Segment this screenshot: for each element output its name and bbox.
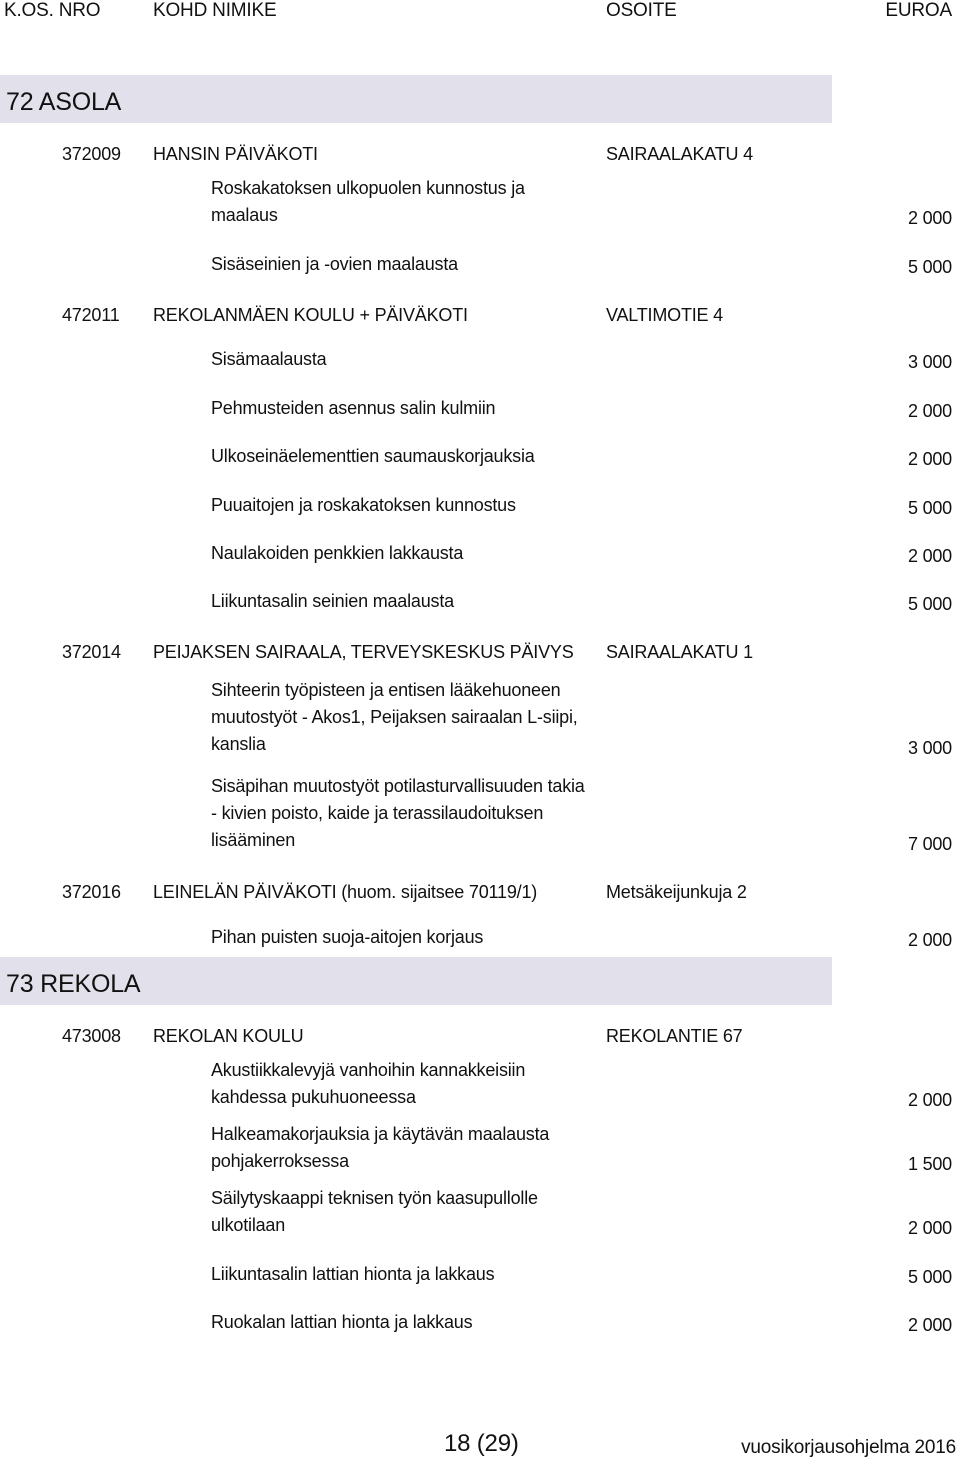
site-code: 472011 [62,305,120,325]
work-item-description: Akustiikkalevyjä vanhoihin kannakkeisiin kahdessa pukuhuoneessa [211,1060,526,1107]
work-item-amount: 2 000 [907,208,952,228]
work-item-amount: 3 000 [907,738,952,758]
work-item-description: Sisämaalausta [211,349,327,369]
work-item-amount: 2 000 [907,930,952,950]
site-name: PEIJAKSEN SAIRAALA, TERVEYSKESKUS PÄIVYS [153,642,574,662]
site-name: HANSIN PÄIVÄKOTI [153,144,318,164]
work-item-description: Halkeamakorjauksia ja käytävän maalausta pohjakerroksessa [211,1124,550,1171]
site-address: VALTIMOTIE 4 [606,305,723,325]
section-band [0,75,832,123]
site-name: REKOLAN KOULU [153,1026,304,1046]
work-item-amount: 2 000 [907,1090,952,1110]
section-title: 72 ASOLA [6,88,122,116]
work-item-description: Sihteerin työpisteen ja entisen lääkehuoneen muutostyöt - Akos1, Peijaksen sairaalan L-siipi, kanslia [211,680,578,754]
work-item-amount: 2 000 [907,1315,952,1335]
col-header-name: KOHD NIMIKE [153,0,277,21]
work-item-amount: 7 000 [907,834,952,854]
work-item-description: Liikuntasalin seinien maalausta [211,591,454,611]
site-address: REKOLANTIE 67 [606,1026,743,1046]
col-header-code: K.OS. NRO [4,0,101,21]
site-address: SAIRAALAKATU 1 [606,642,753,662]
work-item-description: Sisäpihan muutostyöt potilasturvallisuuden takia - kivien poisto, kaide ja terassilaudoituksen lisääminen [211,776,585,850]
site-name: REKOLANMÄEN KOULU + PÄIVÄKOTI [153,305,468,325]
work-item-amount: 5 000 [907,498,952,518]
work-item-amount: 5 000 [907,257,952,277]
work-item-description: Ulkoseinäelementtien saumauskorjauksia [211,446,535,466]
work-item-amount: 5 000 [907,1267,952,1287]
site-name: LEINELÄN PÄIVÄKOTI (huom. sijaitsee 70119/1) [153,882,538,902]
site-address: SAIRAALAKATU 4 [606,144,753,164]
col-header-amount: EUROA [885,0,952,21]
work-item-amount: 1 500 [907,1154,952,1174]
work-item-description: Ruokalan lattian hionta ja lakkaus [211,1312,473,1332]
work-item-amount: 2 000 [907,449,952,469]
col-header-address: OSOITE [606,0,677,21]
work-item-description: Naulakoiden penkkien lakkausta [211,543,464,563]
work-item-amount: 3 000 [907,352,952,372]
work-item-description: Puuaitojen ja roskakatoksen kunnostus [211,495,516,515]
work-item-amount: 2 000 [907,546,952,566]
work-item-description: Liikuntasalin lattian hionta ja lakkaus [211,1264,495,1284]
work-item-description: Säilytyskaappi teknisen työn kaasupullolle ulkotilaan [211,1188,538,1235]
site-code: 473008 [62,1026,121,1046]
work-item-description: Sisäseinien ja -ovien maalausta [211,254,458,274]
work-item-amount: 2 000 [907,1218,952,1238]
work-item-description: Pehmusteiden asennus salin kulmiin [211,398,496,418]
site-address: Metsäkeijunkuja 2 [606,882,747,902]
work-item-amount: 2 000 [907,401,952,421]
document-name: vuosikorjausohjelma 2016 [741,1437,956,1458]
site-code: 372014 [62,642,121,662]
site-code: 372016 [62,882,121,902]
section-title: 73 REKOLA [6,970,141,998]
work-item-description: Pihan puisten suoja-aitojen korjaus [211,927,484,947]
work-item-description: Roskakatoksen ulkopuolen kunnostus ja maalaus [211,178,525,225]
page-number: 18 (29) [444,1430,519,1457]
work-item-amount: 5 000 [907,594,952,614]
site-code: 372009 [62,144,121,164]
